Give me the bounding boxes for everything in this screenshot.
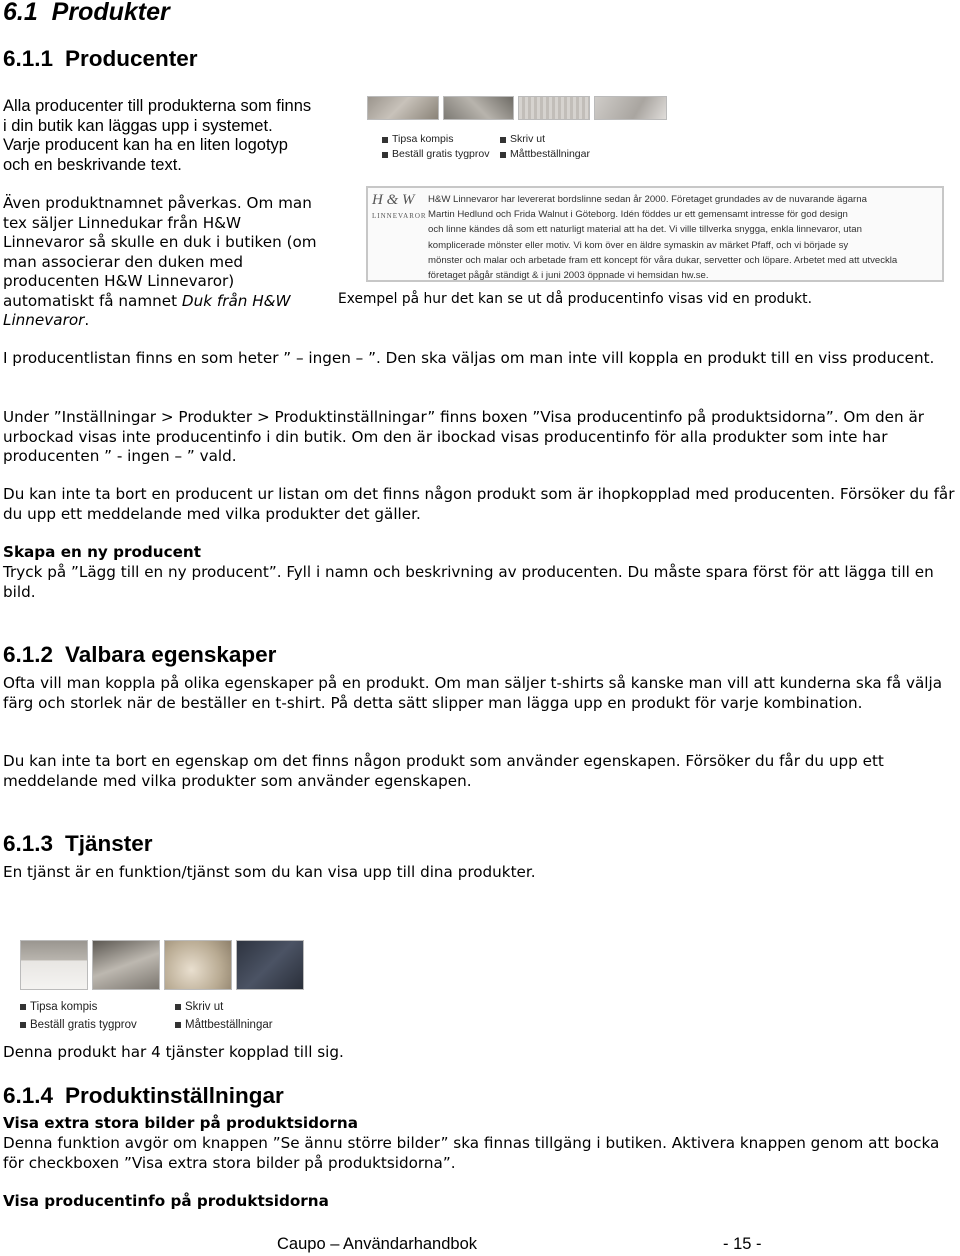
paragraph-extra-stora-bilder: Denna funktion avgör om knappen ”Se ännu större bilder” ska finnas tillgäng i butiken. Aktivera knappen genom att bocka för checkboxen ”Visa extra stora bilder på produktsidorna”. bbox=[3, 1134, 940, 1172]
section-heading bbox=[3, 0, 170, 25]
link-mattbestallningar[interactable]: Måttbeställningar bbox=[175, 1016, 295, 1034]
service-links bbox=[20, 998, 320, 1034]
bullet-icon bbox=[20, 1022, 26, 1028]
subsection-number: 6.1.4 bbox=[3, 1083, 54, 1108]
product-links bbox=[382, 132, 667, 162]
bullet-icon bbox=[382, 152, 388, 158]
product-thumbnail[interactable] bbox=[20, 940, 88, 990]
product-thumbnail[interactable] bbox=[164, 940, 232, 990]
producer-info-box bbox=[366, 186, 944, 282]
heading-producentinfo: Visa producentinfo på produktsidorna bbox=[3, 1192, 329, 1210]
producer-logo: H & W LINNEVAROR bbox=[372, 192, 427, 220]
link-bestall-tygprov[interactable]: Beställ gratis tygprov bbox=[20, 1016, 175, 1034]
bullet-icon bbox=[500, 152, 506, 158]
product-thumbnails bbox=[367, 96, 667, 120]
paragraph-text: Även produktnamnet påverkas. Om man tex säljer Linnedukar från H&W Linnevaror så skulle en duk i butiken (om man associerar den duken med producenten H&W Linnevaror) automatiskt få namnet bbox=[3, 194, 317, 310]
services-screenshot-figure bbox=[20, 940, 320, 1034]
producer-info-text: H&W Linnevaror har levererat bordslinne sedan år 2000. Företaget grundades av de nuvarande ägarna Martin Hedlund och Frida Walnut i Göteborg. Idén föddes ur ett gemensamt intresse för god design och linne kändes då som ett naturligt material att ha det. Vi ville tillverka snygga, enkla linnevaror, utan komplicerade mönster eller motiv. Vi kom över en äldre symaskin av märket Pfaff, och vi började sy mönster och malar och arbetade fram ett koncept för våra dukar, servetter och löpare. Arbetet med att utveckla företaget pågår ständigt & i juni 2003 öppnade vi hemsidan hw.se. bbox=[428, 194, 898, 282]
paragraph-new-producent: Tryck på ”Lägg till en ny producent”. Fyll i namn och beskrivning av producenten. Du måste spara först för att lägga till en bild. bbox=[3, 563, 934, 601]
producenter-paragraph bbox=[3, 194, 318, 331]
heading-new-producent: Skapa en ny producent bbox=[3, 543, 201, 561]
page-number: - 15 - bbox=[723, 1235, 762, 1253]
link-skriv-ut[interactable]: Skriv ut bbox=[500, 132, 620, 147]
services-caption: Denna produkt har 4 tjänster kopplad till sig. bbox=[3, 1043, 344, 1061]
product-thumbnail[interactable] bbox=[92, 940, 160, 990]
bullet-icon bbox=[175, 1022, 181, 1028]
product-thumbnails bbox=[20, 940, 320, 990]
product-screenshot-figure bbox=[367, 96, 667, 162]
link-tipsa-kompis[interactable]: Tipsa kompis bbox=[382, 132, 500, 147]
subsection-number: 6.1.1 bbox=[3, 46, 54, 71]
subsection-heading-tjanster bbox=[3, 831, 153, 857]
bullet-icon bbox=[20, 1004, 26, 1010]
subsection-number: 6.1.2 bbox=[3, 642, 54, 667]
paragraph-tjanster: En tjänst är en funktion/tjänst som du kan visa upp till dina produkter. bbox=[3, 863, 536, 881]
link-tipsa-kompis[interactable]: Tipsa kompis bbox=[20, 998, 175, 1016]
paragraph-egenskaper-delete: Du kan inte ta bort en egenskap om det finns någon produkt som använder egenskapen. Försöker du får du upp ett meddelande med vilka produkter som använder egenskapen. bbox=[3, 752, 884, 790]
link-bestall-tygprov[interactable]: Beställ gratis tygprov bbox=[382, 147, 500, 162]
footer-title: Caupo – Användarhandbok bbox=[277, 1235, 477, 1253]
subsection-heading-egenskaper bbox=[3, 642, 276, 668]
link-mattbestallningar[interactable]: Måttbeställningar bbox=[500, 147, 620, 162]
paragraph-end: . bbox=[84, 311, 90, 329]
subsection-title: Tjänster bbox=[65, 831, 153, 856]
product-thumbnail[interactable] bbox=[236, 940, 304, 990]
subsection-title: Producenter bbox=[65, 46, 198, 71]
product-thumbnail[interactable] bbox=[594, 96, 667, 120]
subsection-title: Produktinställningar bbox=[65, 1083, 284, 1108]
paragraph-delete-producent: Du kan inte ta bort en producent ur listan om det finns någon produkt som är ihopkopplad med producenten. Försöker du får du upp ett meddelande med vilka produkter det gäller. bbox=[3, 485, 955, 523]
paragraph-egenskaper: Ofta vill man koppla på olika egenskaper på en produkt. Om man säljer t-shirts så kanske man vill att kunderna ska få välja färg och storlek när de beställer en t-shirt. På detta sätt slipper man lägga upp en produkt för varje kombination. bbox=[3, 674, 942, 712]
subsection-heading-produktinstallningar bbox=[3, 1083, 284, 1109]
figure-caption: Exempel på hur det kan se ut då producentinfo visas vid en produkt. bbox=[338, 291, 812, 307]
subsection-heading-producenter bbox=[3, 46, 198, 72]
product-thumbnail[interactable] bbox=[518, 96, 590, 120]
producenter-intro: Alla producenter till produkterna som finns i din butik kan läggas upp i systemet. Varje producent kan ha en liten logotyp och en beskrivande text. bbox=[3, 97, 312, 174]
subsection-title: Valbara egenskaper bbox=[65, 642, 277, 667]
bullet-icon bbox=[175, 1004, 181, 1010]
paragraph-settings: Under ”Inställningar > Produkter > Produktinställningar” finns boxen ”Visa producentinfo på produktsidorna”. Om den är urbockad visas inte producentinfo i din butik. Om den är ibockad visas producentinfo för alla produkter som inte har producenten ” - ingen – ” vald. bbox=[3, 408, 924, 465]
subsection-number: 6.1.3 bbox=[3, 831, 54, 856]
product-thumbnail[interactable] bbox=[367, 96, 439, 120]
section-title: Produkter bbox=[51, 0, 170, 26]
heading-extra-stora-bilder: Visa extra stora bilder på produktsidorna bbox=[3, 1114, 358, 1132]
paragraph-ingen: I producentlistan finns en som heter ” – ingen – ”. Den ska väljas om man inte vill koppla en produkt till en viss producent. bbox=[3, 349, 935, 367]
bullet-icon bbox=[382, 137, 388, 143]
bullet-icon bbox=[500, 137, 506, 143]
product-name-example: Duk från H&W Linnevaror bbox=[3, 291, 291, 329]
product-thumbnail[interactable] bbox=[443, 96, 515, 120]
section-number: 6.1 bbox=[3, 0, 38, 26]
link-skriv-ut[interactable]: Skriv ut bbox=[175, 998, 295, 1016]
